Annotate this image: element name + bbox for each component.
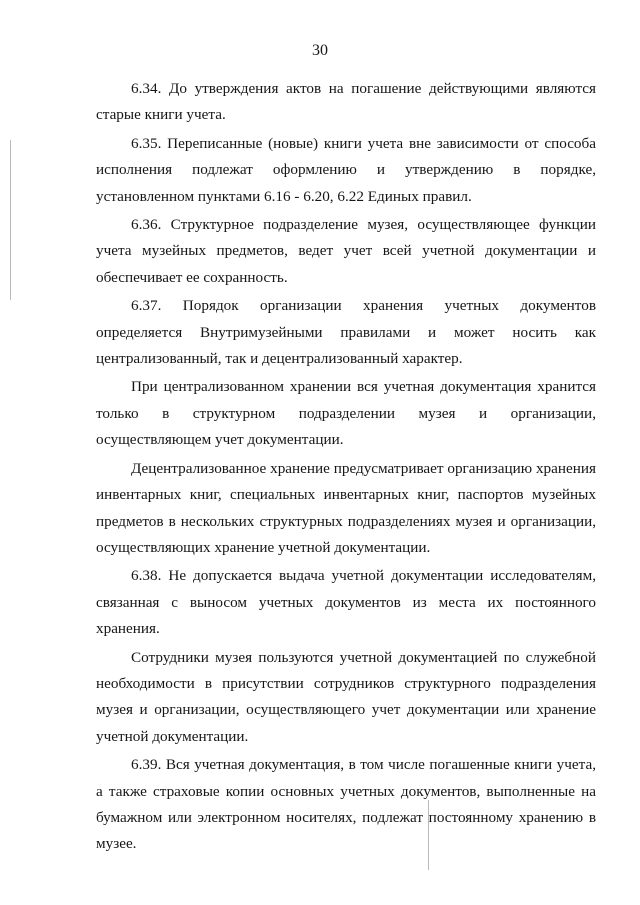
paragraph-6-35: 6.35. Переписанные (новые) книги учета вне зависимости от способа исполнения подлежат оформлению и утверждению в порядке, установленном пунктами 6.16 - 6.20, 6.22 Единых правил. xyxy=(96,134,596,205)
paragraph-6-34: 6.34. До утверждения актов на погашение действующими являются старые книги учета. xyxy=(96,80,596,124)
paragraph-centralized-storage: При централизованном хранении вся учетная документация хранится только в структурном подразделении музея и организации, осуществляющем учет документации. xyxy=(96,378,596,449)
paragraph-decentralized-storage: Децентрализованное хранение предусматривает организацию хранения инвентарных книг, специальных инвентарных книг, паспортов музейных предметов в нескольких структурных подразделениях музея и организации, осуществляющих хранение учетной документации. xyxy=(96,459,596,556)
page-number: 30 xyxy=(312,42,328,59)
body-text xyxy=(96,76,596,860)
paragraph-6-36: 6.36. Структурное подразделение музея, осуществляющее функции учета музейных предметов, ведет учет всей учетной документации и обеспечивает ее сохранность. xyxy=(96,216,596,286)
paragraph-staff-usage: Сотрудники музея пользуются учетной документацией по служебной необходимости в присутствии сотрудников структурного подразделения музея и организации, осуществляющего учет документации или хранение учетной документации. xyxy=(96,648,596,745)
paragraph-6-38: 6.38. Не допускается выдача учетной документации исследователям, связанная с выносом учетных документов из места их постоянного хранения. xyxy=(96,567,596,638)
scan-edge-mark xyxy=(10,140,11,300)
paragraph-6-37: 6.37. Порядок организации хранения учетных документов определяется Внутримузейными правилами и может носить как централизованный, так и децентрализованный характер. xyxy=(96,297,596,368)
paragraph-6-39: 6.39. Вся учетная документация, в том числе погашенные книги учета, а также страховые копии основных учетных документов, выполненные на бумажном или электронном носителях, подлежат постоянному хранению в музее. xyxy=(96,756,596,853)
